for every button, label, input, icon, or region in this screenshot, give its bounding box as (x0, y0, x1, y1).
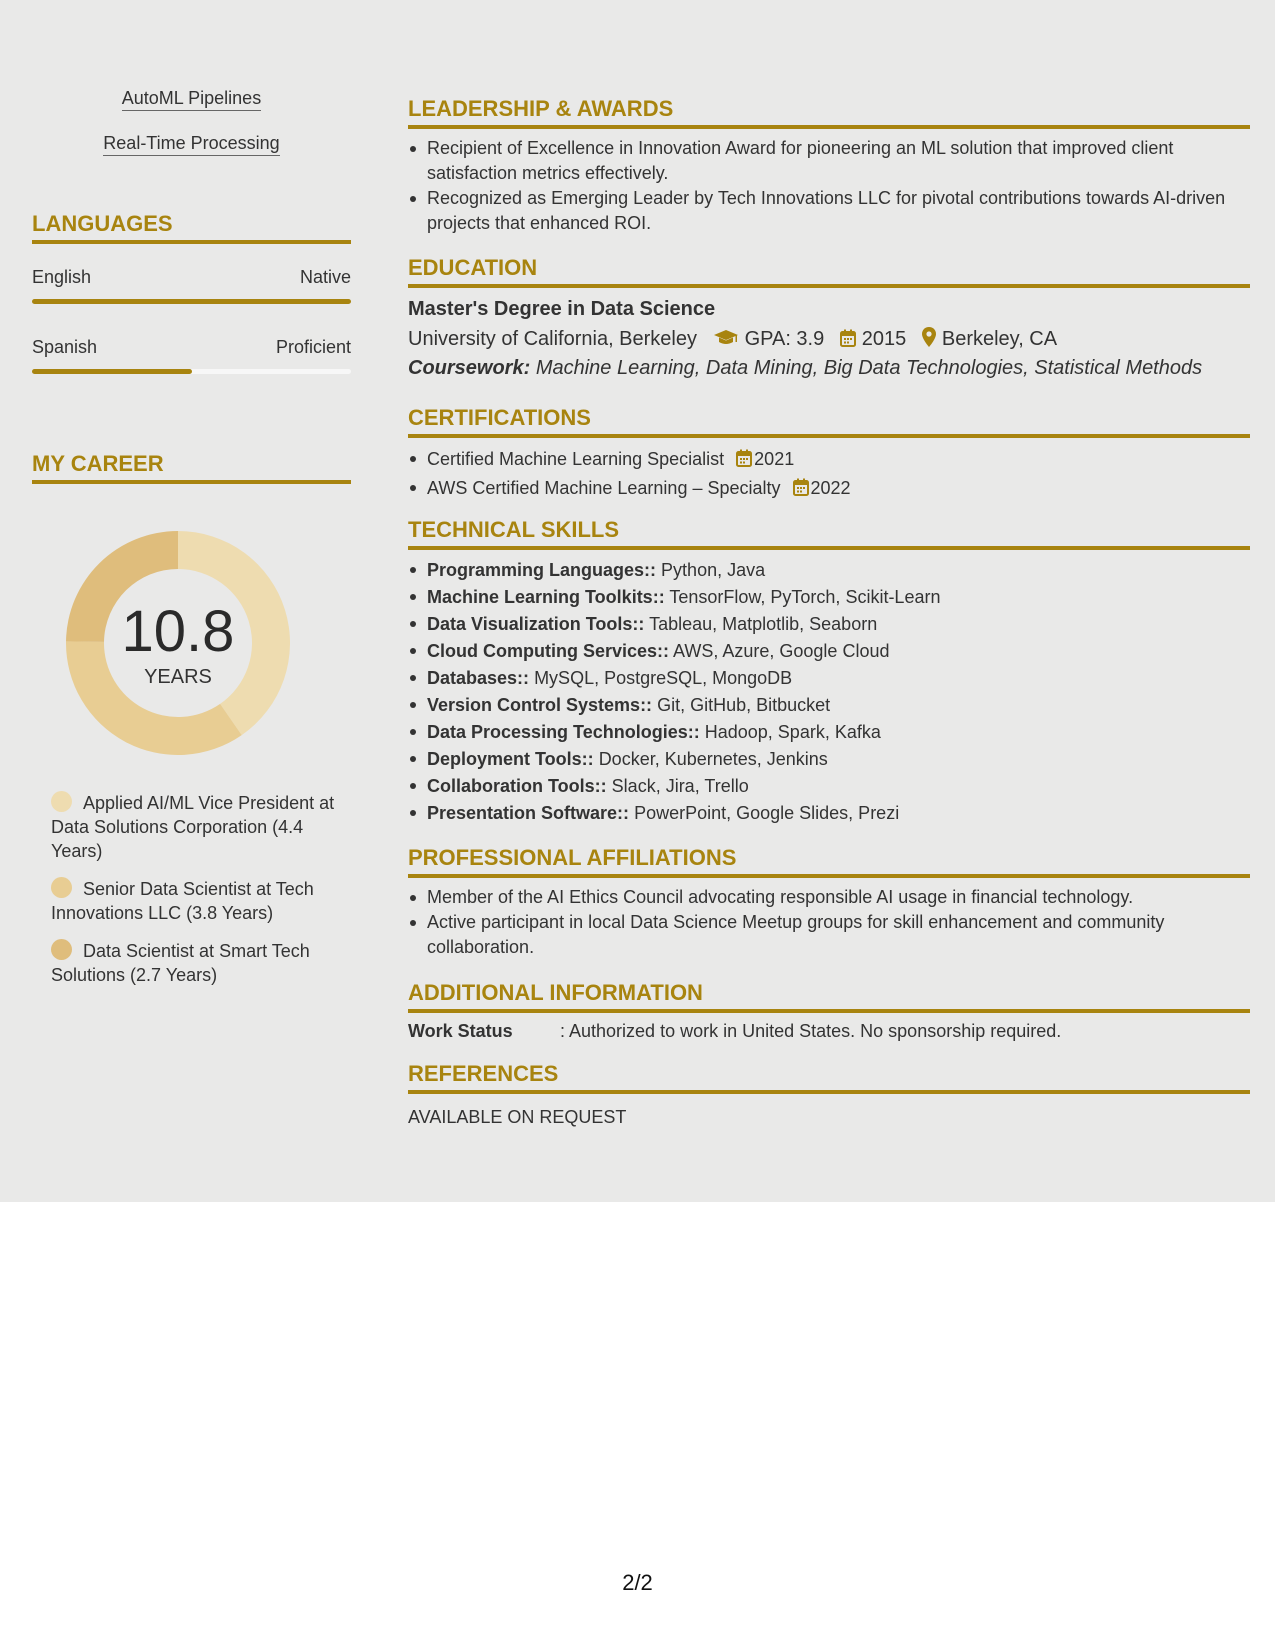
skill-tag[interactable] (32, 133, 351, 154)
leadership-heading: LEADERSHIP & AWARDS (408, 96, 1250, 129)
language-level: Native (299, 267, 351, 287)
school-location: Berkeley, CA (941, 328, 1058, 350)
skill-tag[interactable] (32, 88, 351, 109)
certification-name: AWS Certified Machine Learning – Specialty (427, 478, 781, 498)
list-item (408, 446, 1250, 475)
language-level: Proficient (275, 337, 351, 357)
language-bar (32, 299, 351, 304)
skill-values: AWS, Azure, Google Cloud (673, 641, 890, 661)
additional-info-heading: ADDITIONAL INFORMATION (408, 980, 1250, 1013)
technical-skills-heading: TECHNICAL SKILLS (408, 517, 1250, 550)
skill-category: Collaboration Tools:: (427, 776, 607, 796)
work-status-value: : Authorized to work in United States. No sponsorship required. (560, 1021, 1062, 1041)
list-item (408, 746, 1250, 773)
language-name: English (32, 267, 92, 287)
language-bar (32, 369, 351, 374)
skill-category: Cloud Computing Services:: (427, 641, 670, 661)
skill-category: Programming Languages:: (427, 560, 657, 580)
skill-values: TensorFlow, PyTorch, Scikit-Learn (669, 587, 941, 607)
education-heading: EDUCATION (408, 255, 1250, 288)
skill-category: Data Processing Technologies:: (427, 722, 700, 742)
legend-dot-icon (51, 877, 72, 898)
list-item: Active participant in local Data Science Meetup groups for skill enhancement and community collaboration. (408, 910, 1250, 960)
career-heading: MY CAREER (32, 451, 351, 484)
career-legend-label: Data Scientist at Smart Tech Solutions (2.7 Years) (51, 941, 310, 985)
skill-category: Presentation Software:: (427, 803, 630, 823)
skill-values: Python, Java (661, 560, 766, 580)
career-legend-item (51, 939, 341, 987)
list-item (408, 719, 1250, 746)
list-item: Member of the AI Ethics Council advocating responsible AI usage in financial technology. (408, 885, 1250, 910)
skill-values: Tableau, Matplotlib, Seaborn (649, 614, 878, 634)
calendar-icon (736, 448, 752, 475)
references-text: AVAILABLE ON REQUEST (408, 1107, 627, 1127)
graduation-cap-icon (713, 329, 739, 353)
certification-year: 2021 (754, 449, 795, 469)
list-item (408, 475, 1250, 504)
coursework-label: Coursework: (408, 357, 531, 379)
skill-category: Version Control Systems:: (427, 695, 653, 715)
list-item: Recognized as Emerging Leader by Tech Innovations LLC for pivotal contributions towards AI-driven projects that enhanced ROI. (408, 186, 1250, 236)
technical-skills-list (408, 557, 1250, 827)
list-item (408, 665, 1250, 692)
certifications-list (408, 446, 1250, 504)
career-legend-item (51, 791, 341, 863)
career-years-unit: YEARS (144, 666, 212, 688)
school-name: University of California, Berkeley (408, 328, 697, 350)
skill-values: MySQL, PostgreSQL, MongoDB (534, 668, 793, 688)
skill-category: Databases:: (427, 668, 530, 688)
affiliations-heading: PROFESSIONAL AFFILIATIONS (408, 845, 1250, 878)
skill-tag-label: AutoML Pipelines (122, 88, 261, 111)
career-legend-label: Applied AI/ML Vice President at Data Solutions Corporation (4.4 Years) (51, 793, 335, 861)
coursework (408, 357, 1202, 380)
leadership-list (408, 136, 1250, 236)
certification-name: Certified Machine Learning Specialist (427, 449, 725, 469)
list-item: Recipient of Excellence in Innovation Award for pioneering an ML solution that improved client satisfaction metrics effectively. (408, 136, 1250, 186)
career-donut-chart (66, 531, 290, 755)
list-item (408, 584, 1250, 611)
calendar-icon (793, 477, 809, 504)
career-total-years: 10.8 (121, 599, 235, 664)
list-item (408, 800, 1250, 827)
skill-category: Deployment Tools:: (427, 749, 594, 769)
list-item (408, 611, 1250, 638)
references-heading: REFERENCES (408, 1061, 1250, 1094)
list-item (408, 557, 1250, 584)
legend-dot-icon (51, 939, 72, 960)
gpa: GPA: 3.9 (744, 328, 825, 350)
certifications-heading: CERTIFICATIONS (408, 405, 1250, 438)
degree-title: Master's Degree in Data Science (408, 298, 716, 320)
language-name: Spanish (32, 337, 98, 357)
affiliations-list (408, 885, 1250, 960)
skill-tag-label: Real-Time Processing (103, 133, 279, 156)
skill-values: Git, GitHub, Bitbucket (657, 695, 831, 715)
education-details (408, 327, 1057, 353)
graduation-year: 2015 (861, 328, 907, 350)
list-item (408, 692, 1250, 719)
list-item (408, 638, 1250, 665)
work-status-label: Work Status (408, 1021, 513, 1041)
language-bar-fill (32, 369, 192, 374)
skill-values: Hadoop, Spark, Kafka (704, 722, 881, 742)
list-item (408, 773, 1250, 800)
skill-category: Data Visualization Tools:: (427, 614, 645, 634)
coursework-value: Machine Learning, Data Mining, Big Data Technologies, Statistical Methods (535, 357, 1203, 379)
career-legend-item (51, 877, 341, 925)
certification-year: 2022 (810, 478, 851, 498)
career-legend-label: Senior Data Scientist at Tech Innovations LLC (3.8 Years) (51, 879, 314, 923)
language-bar-fill (32, 299, 351, 304)
skill-values: Docker, Kubernetes, Jenkins (598, 749, 828, 769)
languages-heading: LANGUAGES (32, 211, 351, 244)
calendar-icon (840, 329, 856, 353)
map-pin-icon (922, 327, 936, 353)
page-number: 2/2 (622, 1570, 653, 1595)
skill-values: Slack, Jira, Trello (611, 776, 749, 796)
skill-values: PowerPoint, Google Slides, Prezi (634, 803, 900, 823)
skill-category: Machine Learning Toolkits:: (427, 587, 665, 607)
legend-dot-icon (51, 791, 72, 812)
